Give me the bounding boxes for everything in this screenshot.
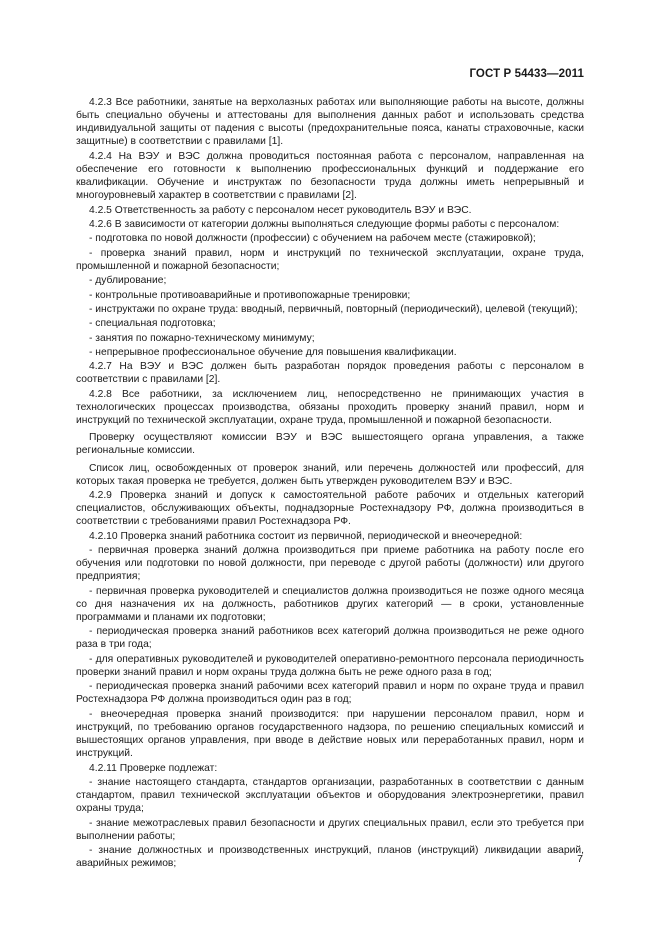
paragraph: - специальная подготовка; <box>89 318 216 330</box>
document-code: ГОСТ Р 54433—2011 <box>469 68 584 80</box>
paragraph: - периодическая проверка знаний работников всех категорий должна производиться не реже одного раза в три года; <box>76 626 584 651</box>
paragraph: 4.2.3 Все работники, занятые на верхолазных работах или выполняющие работы на высоте, должны быть специально обучены и аттестованы для выполнения данных работ и использовать средства индивидуальной защиты от падения с высоты (предохранительные пояса, канаты страховочные, каски защитные) в соответствии с правилами [1]. <box>76 97 584 148</box>
page-number: 7 <box>577 853 583 865</box>
paragraph: - занятия по пожарно-техническому минимуму; <box>89 332 315 344</box>
paragraph: - проверка знаний правил, норм и инструкций по технической эксплуатации, охране труда, промышленной и пожарной безопасности; <box>76 247 584 272</box>
paragraph: Список лиц, освобожденных от проверок знаний, или перечень должностей или профессий, для которых такая проверка не требуется, должен быть утвержден руководителем ВЭУ и ВЭС. <box>76 462 584 487</box>
paragraph: 4.2.9 Проверка знаний и допуск к самостоятельной работе рабочих и отдельных категорий специалистов, обслуживающих объекты, поднадзорные Ростехнадзору РФ, должна производиться в соответствии с требованиями правил Ростехнадзора РФ. <box>76 490 584 528</box>
paragraph: - внеочередная проверка знаний производится: при нарушении персоналом правил, норм и инструкций, по требованию органов государственного надзора, по решению специальных комиссий и вышестоящих органов управления, при вводе в действие новых или переработанных правил, норм и инструкций. <box>76 708 584 760</box>
paragraph: - первичная проверка знаний должна производиться при приеме работника на работу после его обучения или подготовки по новой должности, при переводе с другой работы (должности) или другого предприятия; <box>76 545 584 583</box>
paragraph: - для оперативных руководителей и руководителей оперативно-ремонтного персонала периодичность проверки знаний правил и норм охраны труда должна быть не реже одного раза в год; <box>76 653 584 678</box>
paragraph: - контрольные противоаварийные и противопожарные тренировки; <box>89 289 411 301</box>
paragraph: 4.2.8 Все работники, за исключением лиц, непосредственно не принимающих участия в технологических процессах производства, обязаны проходить проверку знаний правил, норм и инструкций по технической эксплуатации, охране труда, промышленной и пожарной безопасности. <box>76 388 584 427</box>
paragraph: - знание настоящего стандарта, стандартов организации, разработанных в соответствии с данным стандартом, правил технической эксплуатации объектов и оборудования электроэнергетики, правил охраны труда; <box>76 776 584 815</box>
paragraph: - дублирование; <box>89 275 167 287</box>
paragraph: - непрерывное профессиональное обучение для повышения квалификации. <box>89 346 457 358</box>
paragraph: 4.2.7 На ВЭУ и ВЭС должен быть разработан порядок проведения работы с персоналом в соответствии с правилами [2]. <box>76 361 584 386</box>
paragraph: 4.2.4 На ВЭУ и ВЭС должна проводиться постоянная работа с персоналом, направленная на обеспечение его готовности к выполнению профессиональных функций и поддержание его квалификации. Обучение и инструктаж по безопасности труда должны иметь непрерывный и многоуровневый характер в соответствии с правилами [2]. <box>76 150 584 202</box>
paragraph: - знание межотраслевых правил безопасности и других специальных правил, если это требуется при выполнении работы; <box>76 817 584 842</box>
paragraph: - первичная проверка руководителей и специалистов должна производиться не позже одного месяца со дня назначения их на должность, работников других категорий — в сроки, установленные программами и планами их подготовки; <box>76 585 584 623</box>
paragraph: Проверку осуществляют комиссии ВЭУ и ВЭС вышестоящего органа управления, а также региональные комиссии. <box>76 432 584 457</box>
paragraph: 4.2.11 Проверке подлежат: <box>89 762 218 774</box>
paragraph: 4.2.5 Ответственность за работу с персоналом несет руководитель ВЭУ и ВЭС. <box>89 204 472 216</box>
paragraph: - знание должностных и производственных инструкций, планов (инструкций) ликвидации аварий, аварийных режимов; <box>76 845 584 870</box>
paragraph: 4.2.10 Проверка знаний работника состоит из первичной, периодической и внеочередной: <box>89 530 523 542</box>
paragraph: - периодическая проверка знаний рабочими всех категорий правил и норм по охране труда и правил Ростехнадзора РФ должна производиться один раз в год; <box>76 681 584 706</box>
paragraph: - подготовка по новой должности (профессии) с обучением на рабочем месте (стажировкой); <box>89 233 536 245</box>
paragraph: - инструктажи по охране труда: вводный, первичный, повторный (периодический), целевой (текущий); <box>89 303 578 315</box>
paragraph: 4.2.6 В зависимости от категории должны выполняться следующие формы работы с персоналом: <box>89 218 560 230</box>
document-body <box>76 96 584 872</box>
